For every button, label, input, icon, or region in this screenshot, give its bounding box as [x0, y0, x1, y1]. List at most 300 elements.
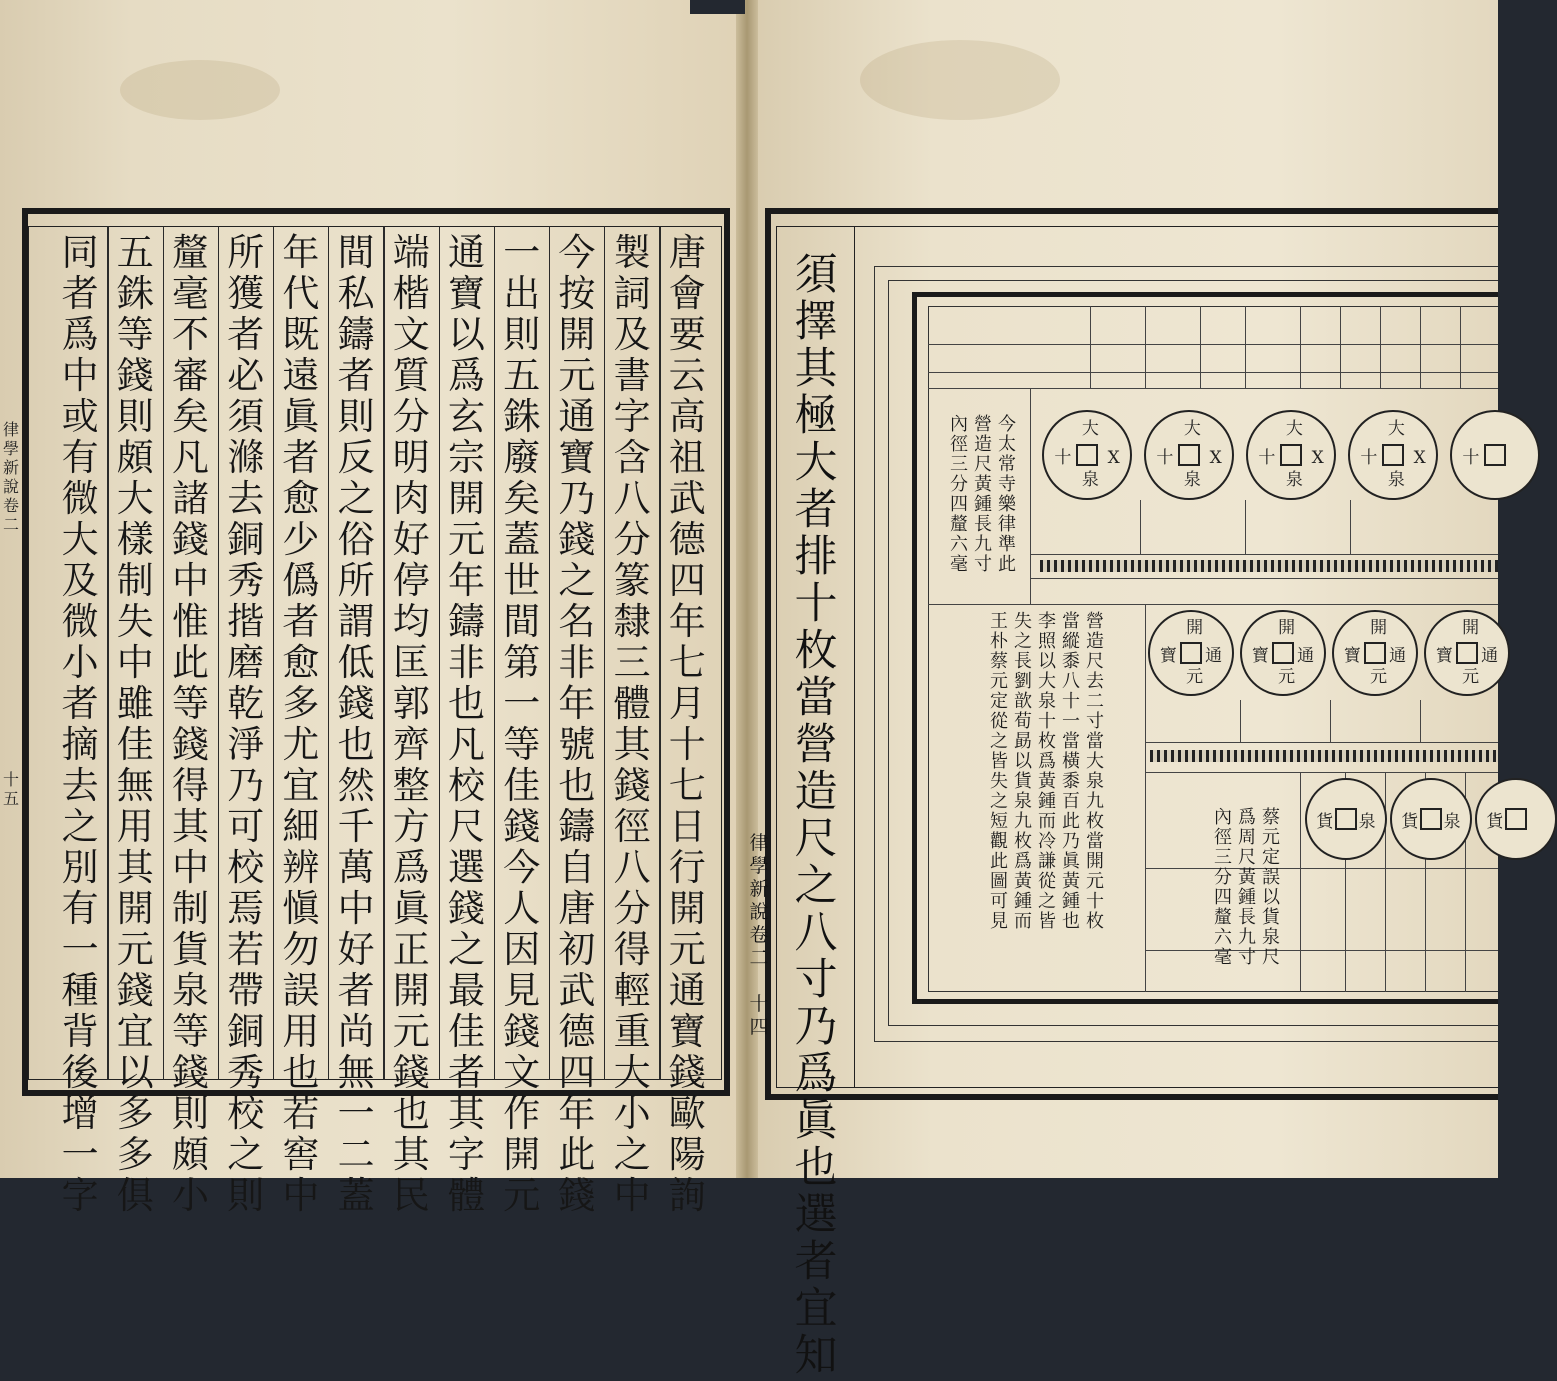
glyph: 見: [503, 969, 541, 1012]
glyph: 者: [282, 600, 320, 643]
glyph: 錢: [613, 764, 651, 807]
glyph: 中: [282, 1174, 320, 1217]
glyph: 錢: [172, 518, 209, 561]
glyph: 及: [613, 313, 651, 356]
coin-glyph: 通: [1205, 646, 1223, 667]
rule-line: [1340, 306, 1341, 388]
glyph: 之: [794, 861, 838, 911]
glyph: 蓋: [503, 518, 541, 561]
glyph: 說: [749, 901, 769, 923]
glyph: 寶: [448, 272, 485, 315]
glyph: 一: [61, 1133, 99, 1176]
glyph: 篆: [613, 559, 651, 602]
coin-hole: [1484, 444, 1506, 466]
coin-hole: [1335, 808, 1357, 830]
glyph: 錢: [668, 1051, 706, 1094]
glyph: 則: [503, 313, 541, 356]
glyph: 小: [61, 641, 99, 684]
glyph: 周: [1238, 827, 1256, 848]
glyph: 四: [1214, 887, 1232, 908]
glyph: 世: [503, 559, 541, 602]
glyph: 九: [1238, 927, 1256, 948]
glyph: 隸: [613, 600, 651, 643]
glyph: 後: [61, 1051, 99, 1094]
text-column: [329, 232, 384, 1216]
glyph: 失: [116, 600, 154, 643]
glyph: 玄: [448, 395, 485, 438]
glyph: 停: [392, 559, 430, 602]
coin: [1042, 410, 1132, 500]
glyph: 寸: [1238, 947, 1256, 968]
glyph: 十: [2, 770, 19, 789]
glyph: 宗: [448, 436, 485, 479]
page-stain: [860, 40, 1060, 120]
glyph: 十: [1086, 891, 1104, 912]
glyph: 內: [950, 414, 968, 435]
glyph: 唐: [558, 887, 596, 930]
glyph: 徑: [1214, 827, 1232, 848]
glyph: 之: [990, 731, 1008, 752]
coin-glyph: Ⅹ: [1311, 447, 1324, 468]
note-top: [950, 415, 1016, 575]
glyph: 五: [503, 354, 541, 397]
glyph: 匡: [392, 641, 430, 684]
glyph: 毫: [172, 272, 209, 315]
glyph: 其: [392, 1133, 430, 1176]
note-column: [950, 415, 968, 575]
glyph: 勿: [282, 928, 320, 971]
glyph: 郭: [392, 682, 430, 725]
glyph: 方: [392, 805, 430, 848]
glyph: 眞: [392, 887, 430, 930]
glyph: 黍: [1062, 771, 1080, 792]
glyph: 錢: [116, 354, 154, 397]
text-column: [494, 232, 549, 1216]
coin-glyph: 泉: [1183, 470, 1201, 491]
glyph: 者: [794, 1237, 838, 1287]
glyph: 鍾: [1062, 891, 1080, 912]
glyph: 年: [558, 682, 596, 725]
glyph: 從: [1038, 871, 1056, 892]
glyph: 凡: [172, 436, 209, 479]
coin-glyph: 寶: [1435, 646, 1453, 667]
glyph: 得: [613, 928, 651, 971]
glyph: 釐: [1214, 907, 1232, 928]
glyph: 無: [337, 1051, 375, 1094]
glyph: 等: [116, 313, 154, 356]
glyph: 分: [613, 887, 651, 930]
coin-glyph: 通: [1389, 646, 1407, 667]
glyph: 寸: [1086, 711, 1104, 732]
glyph: 用: [282, 1010, 320, 1053]
glyph: 則: [227, 1174, 265, 1217]
glyph: 枚: [1086, 911, 1104, 932]
glyph: 年: [282, 231, 320, 274]
coin: [1450, 410, 1540, 500]
glyph: 二: [337, 1133, 375, 1176]
glyph: 二: [2, 515, 19, 534]
glyph: 貨: [1014, 771, 1032, 792]
glyph: 元: [558, 354, 596, 397]
glyph: 非: [448, 641, 485, 684]
glyph: 營: [974, 414, 992, 435]
rule-line: [928, 344, 1498, 345]
glyph: 其: [613, 723, 651, 766]
glyph: 作: [503, 1092, 541, 1135]
glyph: 乃: [794, 1002, 838, 1052]
coin-hole: [1076, 444, 1098, 466]
glyph: 校: [227, 846, 265, 889]
coin-glyph: 寶: [1159, 646, 1177, 667]
coin-glyph: 十: [1462, 447, 1480, 468]
glyph: 九: [974, 534, 992, 555]
glyph: 無: [116, 764, 154, 807]
glyph: 律: [749, 832, 769, 854]
glyph: 體: [613, 682, 651, 725]
glyph: 者: [282, 436, 320, 479]
glyph: 當: [1086, 731, 1104, 752]
glyph: 九: [1014, 811, 1032, 832]
glyph: 辨: [282, 846, 320, 889]
glyph: 少: [282, 518, 320, 561]
note-column: [1238, 808, 1256, 968]
glyph: 尺: [1262, 947, 1280, 968]
coin-glyph: 通: [1297, 646, 1315, 667]
text-column: [108, 232, 163, 1216]
glyph: 日: [668, 805, 706, 848]
glyph: 之: [61, 805, 99, 848]
glyph: 也: [448, 682, 485, 725]
glyph: 反: [337, 436, 375, 479]
rule-line: [928, 604, 1498, 605]
glyph: 錢: [503, 1010, 541, 1053]
glyph: 枚: [1086, 811, 1104, 832]
rule-line: [1300, 306, 1301, 388]
glyph: 大: [1038, 671, 1056, 692]
glyph: 爲: [794, 1049, 838, 1099]
glyph: 同: [61, 231, 99, 274]
coin-glyph: 元: [1278, 666, 1296, 687]
glyph: 爲: [61, 313, 99, 356]
glyph: 其: [172, 805, 209, 848]
glyph: 人: [503, 887, 541, 930]
glyph: 錢: [558, 518, 596, 561]
glyph: 觀: [990, 831, 1008, 852]
glyph: 四: [668, 559, 706, 602]
glyph: 滌: [227, 436, 265, 479]
text-column: [53, 232, 108, 1216]
glyph: 僞: [282, 559, 320, 602]
glyph: 之: [558, 559, 596, 602]
glyph: 此: [172, 641, 209, 684]
glyph: 泉: [1014, 791, 1032, 812]
glyph: 之: [1014, 631, 1032, 652]
coin-hole: [1364, 642, 1386, 664]
glyph: 學: [2, 439, 19, 458]
bead-strip: [1040, 560, 1498, 572]
glyph: 元: [392, 1010, 430, 1053]
glyph: 開: [116, 887, 154, 930]
glyph: 七: [668, 764, 706, 807]
glyph: 當: [1086, 831, 1104, 852]
glyph: 徑: [613, 805, 651, 848]
glyph: 含: [613, 436, 651, 479]
coin-hole: [1420, 808, 1442, 830]
glyph: 得: [172, 764, 209, 807]
glyph: 德: [558, 1010, 596, 1053]
glyph: 一: [503, 682, 541, 725]
glyph: 銅: [227, 518, 265, 561]
glyph: 之: [1038, 891, 1056, 912]
note-column: [1038, 612, 1056, 932]
glyph: 黃: [1014, 871, 1032, 892]
coin: [1424, 610, 1510, 696]
glyph: 佳: [503, 764, 541, 807]
note-column: [998, 415, 1016, 575]
text-column: [163, 232, 218, 1216]
glyph: 準: [998, 534, 1016, 555]
glyph: 極: [794, 391, 838, 441]
glyph: 選: [794, 1190, 838, 1240]
glyph: 誤: [1262, 867, 1280, 888]
glyph: 淨: [227, 723, 265, 766]
glyph: 說: [2, 477, 19, 496]
glyph: 鍾: [1014, 891, 1032, 912]
glyph: 行: [668, 846, 706, 889]
glyph: 揩: [227, 600, 265, 643]
glyph: 體: [448, 1174, 485, 1217]
glyph: 則: [172, 1092, 209, 1135]
glyph: 俱: [116, 1174, 154, 1217]
glyph: 武: [668, 477, 706, 520]
glyph: 卷: [2, 496, 19, 515]
coin-glyph: 泉: [1443, 812, 1461, 833]
coin-glyph: 十: [1258, 447, 1276, 468]
glyph: 然: [337, 764, 375, 807]
glyph: 若: [227, 928, 265, 971]
coin-glyph: 貨: [1486, 812, 1504, 833]
glyph: 而: [1014, 911, 1032, 932]
glyph: 所: [227, 231, 265, 274]
glyph: 錢: [172, 1051, 209, 1094]
glyph: 學: [749, 855, 769, 877]
coin: [1305, 778, 1387, 860]
glyph: 以: [116, 1051, 154, 1094]
glyph: 窖: [282, 1133, 320, 1176]
glyph: 磨: [227, 641, 265, 684]
glyph: 去: [227, 477, 265, 520]
text-column: [605, 232, 660, 1216]
glyph: 枚: [1014, 831, 1032, 852]
coin-glyph: 泉: [1387, 470, 1405, 491]
glyph: 四: [950, 494, 968, 515]
glyph: 當: [1062, 731, 1080, 752]
rule-line: [1380, 306, 1381, 388]
glyph: 等: [172, 1010, 209, 1053]
glyph: 當: [794, 673, 838, 723]
rule-line: [1200, 306, 1201, 388]
glyph: 黃: [1038, 771, 1056, 792]
coin-glyph: 元: [1462, 666, 1480, 687]
glyph: 分: [613, 518, 651, 561]
glyph: 愼: [282, 887, 320, 930]
glyph: 六: [950, 534, 968, 555]
glyph: 分: [950, 474, 968, 495]
glyph: [756, 970, 762, 993]
rule-line: [1030, 578, 1498, 579]
glyph: 歐: [668, 1092, 706, 1135]
glyph: 低: [337, 641, 375, 684]
glyph: 分: [1214, 867, 1232, 888]
glyph: 釐: [172, 231, 209, 274]
glyph: 微: [61, 600, 99, 643]
coin: [1144, 410, 1234, 500]
glyph: 元: [1262, 827, 1280, 848]
glyph: 錢: [392, 1051, 430, 1094]
glyph: 文: [392, 313, 430, 356]
glyph: 製: [613, 231, 651, 274]
glyph: 開: [503, 1133, 541, 1176]
glyph: 鑄: [558, 805, 596, 848]
glyph: 一: [337, 1092, 375, 1135]
glyph: 通: [448, 231, 485, 274]
glyph: 質: [392, 354, 430, 397]
glyph: 間: [337, 231, 375, 274]
glyph: 整: [392, 764, 430, 807]
glyph: 朴: [990, 631, 1008, 652]
glyph: 者: [448, 1051, 485, 1094]
glyph: 細: [282, 805, 320, 848]
glyph: 宜: [794, 1284, 838, 1334]
glyph: 銖: [503, 395, 541, 438]
rule-line: [1145, 950, 1498, 951]
glyph: 眞: [794, 1096, 838, 1146]
glyph: 當: [1062, 611, 1080, 632]
coin-glyph: 元: [1370, 666, 1388, 687]
glyph: 者: [227, 313, 265, 356]
glyph: 愈: [282, 641, 320, 684]
glyph: 宜: [282, 764, 320, 807]
glyph: 定: [1262, 847, 1280, 868]
glyph: 鍾: [1038, 791, 1056, 812]
glyph: 須: [227, 395, 265, 438]
glyph: 最: [448, 969, 485, 1012]
glyph: 泉: [1262, 927, 1280, 948]
coin: [1348, 410, 1438, 500]
glyph: 既: [282, 313, 320, 356]
coin-glyph: 通: [1481, 646, 1499, 667]
glyph: 而: [1038, 811, 1056, 832]
rule-line: [1145, 604, 1146, 992]
glyph: 李: [1038, 611, 1056, 632]
glyph: 造: [1086, 631, 1104, 652]
glyph: 之: [227, 1133, 265, 1176]
glyph: 泉: [1086, 771, 1104, 792]
glyph: 八: [1062, 671, 1080, 692]
glyph: 鍾: [1238, 887, 1256, 908]
glyph: 會: [668, 272, 706, 315]
coin-glyph: 泉: [1358, 812, 1376, 833]
glyph: 造: [794, 767, 838, 817]
rule-line: [1030, 554, 1498, 555]
glyph: 年: [668, 600, 706, 643]
glyph: 鍾: [974, 494, 992, 515]
glyph: 秀: [227, 559, 265, 602]
glyph: 之: [448, 928, 485, 971]
glyph: 常: [998, 454, 1016, 475]
glyph: 開: [1086, 851, 1104, 872]
glyph: 制: [172, 887, 209, 930]
glyph: 其: [794, 344, 838, 394]
coin-glyph: 寶: [1343, 646, 1361, 667]
glyph: 則: [116, 395, 154, 438]
left-page-number: [0, 770, 22, 808]
note-middle: [990, 612, 1104, 932]
glyph: 十: [749, 993, 769, 1015]
glyph: 尚: [337, 1010, 375, 1053]
glyph: 短: [990, 811, 1008, 832]
glyph: 之: [990, 791, 1008, 812]
coin-glyph: 開: [1462, 618, 1480, 639]
coin-hole: [1456, 642, 1478, 664]
glyph: 勗: [1014, 731, 1032, 752]
glyph: 正: [392, 928, 430, 971]
glyph: 秀: [227, 1051, 265, 1094]
coin-glyph: 泉: [1081, 470, 1099, 491]
coin-glyph: 寶: [1251, 646, 1269, 667]
glyph: 楷: [392, 272, 430, 315]
rule-line: [1420, 700, 1421, 742]
rule-line: [1300, 772, 1301, 992]
coin-glyph: 大: [1081, 418, 1099, 439]
glyph: 長: [1238, 907, 1256, 928]
glyph: 千: [337, 805, 375, 848]
glyph: 錢: [558, 1174, 596, 1217]
glyph: 見: [990, 911, 1008, 932]
glyph: 縱: [1062, 631, 1080, 652]
glyph: 三: [950, 454, 968, 475]
left-margin-title: [0, 420, 22, 534]
glyph: 蔡: [1262, 807, 1280, 828]
text-column: [273, 232, 328, 1216]
glyph: 此: [558, 1133, 596, 1176]
glyph: 爲: [1014, 851, 1032, 872]
rule-line: [1145, 742, 1498, 743]
glyph: 名: [558, 600, 596, 643]
glyph: 枚: [794, 626, 838, 676]
glyph: 元: [116, 928, 154, 971]
glyph: 獲: [227, 272, 265, 315]
glyph: 唐: [668, 231, 706, 274]
right-main-column: [786, 252, 846, 1380]
glyph: 摘: [61, 723, 99, 766]
glyph: 五: [116, 231, 154, 274]
glyph: 廢: [503, 436, 541, 479]
glyph: 乾: [227, 682, 265, 725]
glyph: 頗: [172, 1133, 209, 1176]
glyph: 者: [794, 485, 838, 535]
glyph: 新: [749, 878, 769, 900]
glyph: 間: [503, 600, 541, 643]
glyph: 德: [668, 518, 706, 561]
center-margin-title: [748, 832, 770, 1039]
glyph: 中: [61, 354, 99, 397]
glyph: 長: [1014, 651, 1032, 672]
glyph: 此: [1062, 811, 1080, 832]
glyph: 雖: [116, 682, 154, 725]
glyph: 徑: [950, 434, 968, 455]
glyph: 佳: [448, 1010, 485, 1053]
